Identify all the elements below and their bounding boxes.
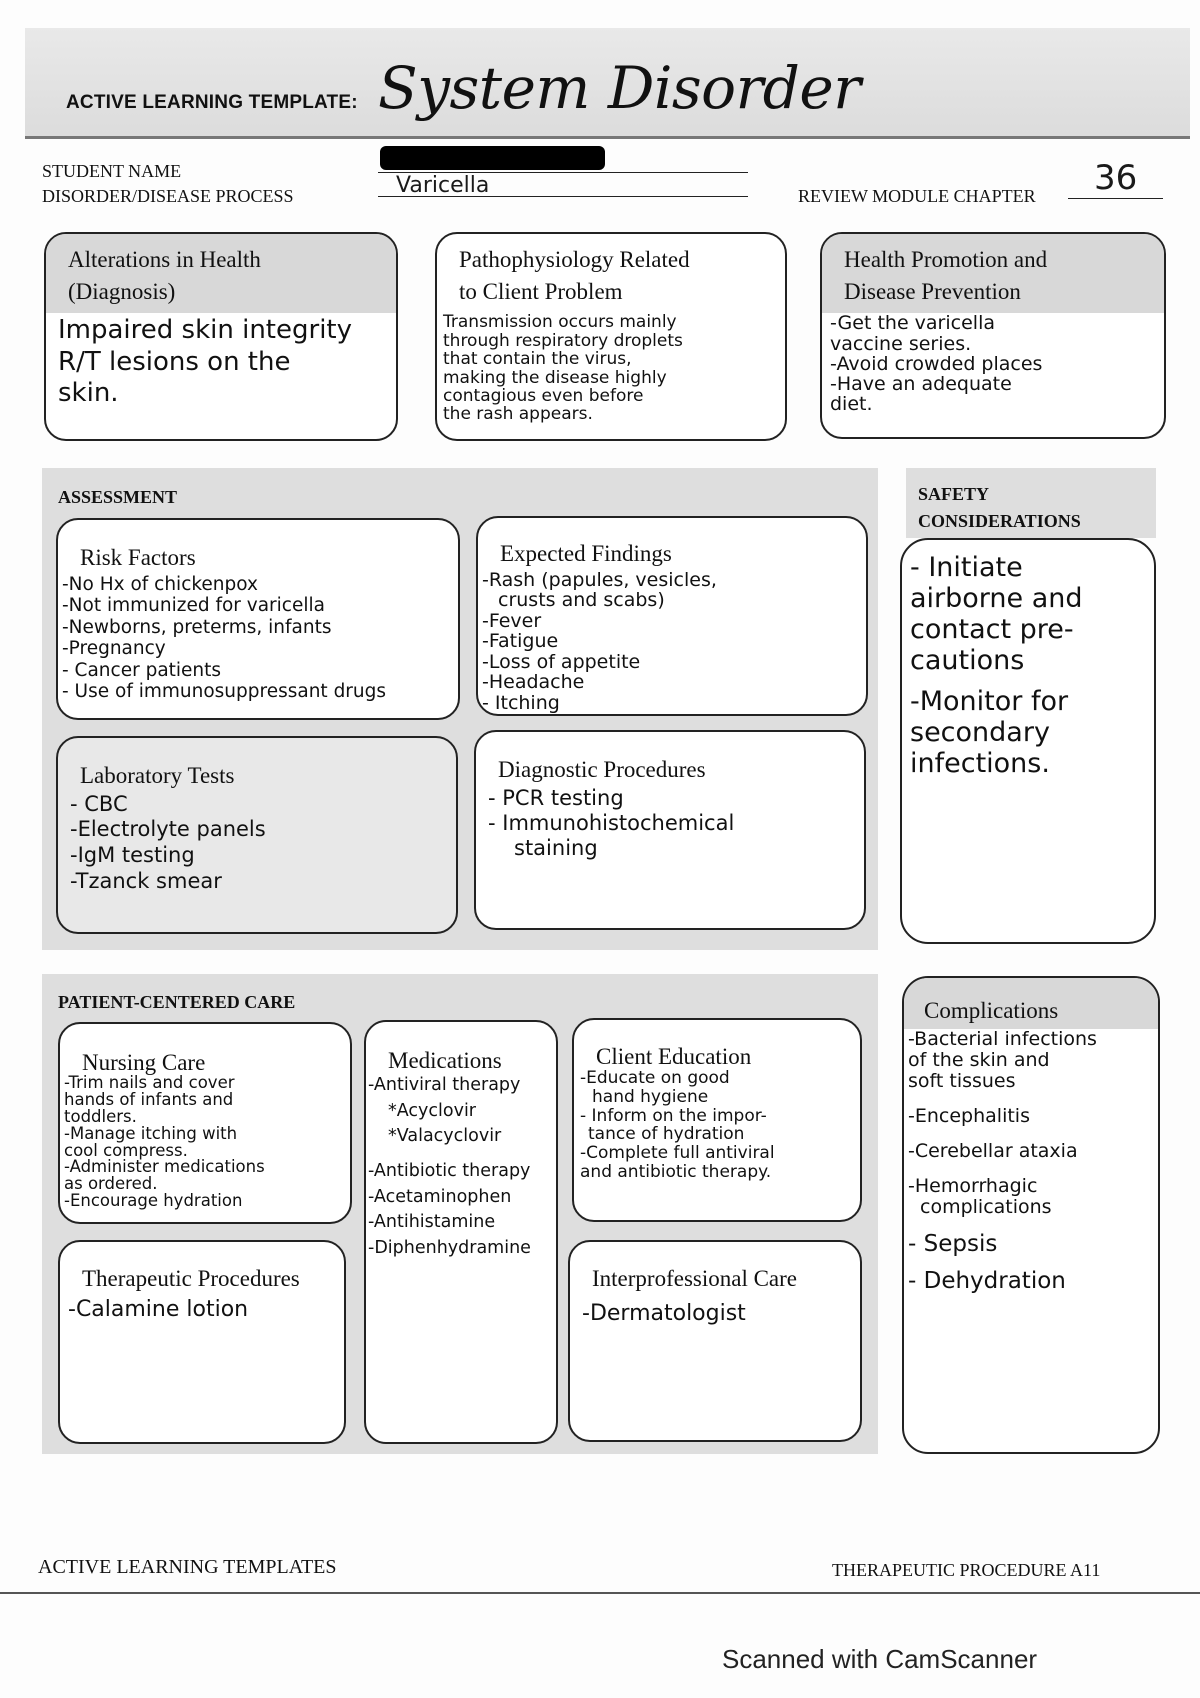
- interprofessional-care-item: -Dermatologist: [582, 1301, 746, 1327]
- health-promotion-header: [822, 234, 1164, 313]
- diagnostic-procedures-content: [476, 786, 864, 866]
- pathophysiology-content: [437, 313, 785, 427]
- medications-box: [364, 1020, 558, 1444]
- safety-item: cautions: [910, 645, 1025, 677]
- interprofessional-care-box: [568, 1240, 862, 1442]
- nursing-care-box: [58, 1022, 352, 1224]
- health-promotion-line: -Avoid crowded places: [830, 352, 1043, 375]
- lab-test-item: -Tzanck smear: [70, 868, 222, 893]
- pathophysiology-line: the rash appears.: [443, 404, 593, 425]
- lab-test-item: -Electrolyte panels: [70, 817, 266, 842]
- complications-content: [904, 1029, 1158, 1298]
- client-education-item: hand hygiene: [592, 1086, 709, 1107]
- client-education-content: [574, 1069, 860, 1185]
- complication-item: - Sepsis: [908, 1230, 998, 1257]
- medication-item: *Valacyclovir: [388, 1126, 502, 1147]
- complication-item: complications: [920, 1195, 1052, 1218]
- expected-finding-item: - Itching: [482, 691, 560, 714]
- client-education-box: [572, 1018, 862, 1222]
- risk-factors-content: [58, 574, 458, 707]
- pathophysiology-title-1: Pathophysiology Related: [459, 247, 690, 272]
- alterations-line: R/T lesions on the: [58, 346, 291, 377]
- risk-factor-item: -No Hx of chickenpox: [62, 573, 258, 595]
- footer-right: THERAPEUTIC PROCEDURE A11: [832, 1560, 1101, 1580]
- client-education-item: and antibiotic therapy.: [580, 1161, 772, 1182]
- therapeutic-procedures-title: Therapeutic Procedures: [82, 1266, 300, 1291]
- alterations-content: [46, 313, 396, 413]
- risk-factor-item: - Cancer patients: [62, 659, 222, 681]
- complication-item: -Hemorrhagic: [908, 1174, 1038, 1197]
- complication-item: -Encephalitis: [908, 1104, 1030, 1127]
- complication-item: -Cerebellar ataxia: [908, 1139, 1078, 1162]
- client-education-item: - Inform on the impor-: [580, 1105, 767, 1126]
- nursing-care-title: Nursing Care: [82, 1050, 206, 1075]
- alterations-title-2: (Diagnosis): [68, 278, 176, 304]
- chapter-line: [1068, 198, 1163, 199]
- medication-item: -Antiviral therapy: [368, 1075, 521, 1096]
- therapeutic-procedure-item: -Calamine lotion: [68, 1297, 249, 1323]
- nursing-care-item: -Administer medications: [64, 1157, 265, 1177]
- expected-finding-item: -Fever: [482, 609, 542, 632]
- health-promotion-line: -Have an adequate: [830, 372, 1012, 395]
- redacted-name-mark: [380, 146, 605, 170]
- nursing-care-item: -Manage itching with: [64, 1123, 238, 1143]
- lab-test-item: - CBC: [70, 791, 128, 816]
- interprofessional-care-title: Interprofessional Care: [592, 1266, 798, 1291]
- nursing-care-item: toddlers.: [64, 1106, 137, 1126]
- diagnostic-procedures-box: [474, 730, 866, 930]
- safety-item: -Monitor for: [910, 686, 1069, 718]
- complications-title: Complications: [904, 978, 1158, 1029]
- template-label: ACTIVE LEARNING TEMPLATE:: [66, 92, 358, 113]
- complication-item: of the skin and: [908, 1049, 1050, 1072]
- assessment-label: ASSESSMENT: [58, 487, 178, 507]
- client-education-item: -Educate on good: [580, 1068, 730, 1089]
- patient-care-label: PATIENT-CENTERED CARE: [58, 992, 296, 1012]
- nursing-care-item: as ordered.: [64, 1174, 158, 1194]
- pathophysiology-line: that contain the virus,: [443, 349, 632, 370]
- complications-box: [902, 976, 1160, 1454]
- medication-item: -Antibiotic therapy: [368, 1161, 531, 1182]
- disorder-value[interactable]: Varicella: [396, 173, 490, 198]
- safety-label-line2: CONSIDERATIONS: [918, 511, 1081, 531]
- risk-factor-item: -Newborns, preterms, infants: [62, 616, 332, 638]
- laboratory-tests-box: [56, 736, 458, 934]
- pathophysiology-header: [437, 234, 785, 313]
- nursing-care-content: [60, 1075, 350, 1214]
- client-education-title: Client Education: [596, 1044, 752, 1069]
- risk-factors-box: [56, 518, 460, 720]
- page-title: System Disorder: [378, 54, 861, 122]
- safety-item: airborne and: [910, 583, 1083, 615]
- disorder-label: DISORDER/DISEASE PROCESS: [42, 186, 294, 206]
- expected-finding-item: -Headache: [482, 671, 585, 694]
- student-name-label: STUDENT NAME: [42, 161, 182, 181]
- safety-considerations-box: [900, 538, 1156, 944]
- alterations-title-1: Alterations in Health: [68, 247, 261, 272]
- medications-title: Medications: [388, 1048, 502, 1073]
- nursing-care-item: -Trim nails and cover: [64, 1073, 235, 1093]
- pathophysiology-line: through respiratory droplets: [443, 330, 683, 351]
- laboratory-tests-title: Laboratory Tests: [80, 763, 235, 788]
- safety-item: infections.: [910, 748, 1050, 780]
- health-promotion-title-1: Health Promotion and: [844, 247, 1048, 272]
- pathophysiology-line: making the disease highly: [443, 367, 667, 388]
- expected-finding-item: -Loss of appetite: [482, 650, 641, 673]
- expected-findings-content: [478, 570, 866, 716]
- medication-item: -Antihistamine: [368, 1212, 496, 1233]
- chapter-label: REVIEW MODULE CHAPTER: [798, 186, 1036, 206]
- footer-left: ACTIVE LEARNING TEMPLATES: [38, 1556, 337, 1578]
- safety-item: contact pre-: [910, 614, 1074, 646]
- therapeutic-procedures-box: [58, 1240, 346, 1444]
- nursing-care-item: hands of infants and: [64, 1090, 234, 1110]
- complication-item: soft tissues: [908, 1070, 1016, 1093]
- medications-content: [366, 1073, 556, 1265]
- alterations-in-health-box: [44, 232, 398, 441]
- nursing-care-item: cool compress.: [64, 1140, 188, 1160]
- safety-item: - Initiate: [910, 552, 1023, 583]
- expected-findings-title: Expected Findings: [500, 541, 672, 566]
- medication-item: -Diphenhydramine: [368, 1237, 531, 1258]
- client-education-item: tance of hydration: [588, 1124, 745, 1145]
- safety-label: [918, 481, 1081, 535]
- therapeutic-procedures-content: [60, 1297, 344, 1327]
- interprofessional-care-content: [570, 1301, 860, 1331]
- safety-content: [902, 540, 1154, 779]
- nursing-care-item: -Encourage hydration: [64, 1191, 243, 1211]
- expected-findings-box: [476, 516, 868, 716]
- complication-item: -Bacterial infections: [908, 1028, 1097, 1051]
- medication-item: *Acyclovir: [388, 1100, 476, 1121]
- diagnostic-procedures-title: Diagnostic Procedures: [498, 757, 706, 782]
- health-promotion-line: diet.: [830, 392, 873, 415]
- safety-item: secondary: [910, 717, 1050, 749]
- footer-rule: [0, 1592, 1200, 1594]
- alterations-header: [46, 234, 396, 313]
- expected-finding-item: crusts and scabs): [498, 589, 665, 612]
- complication-item: - Dehydration: [908, 1267, 1066, 1294]
- client-education-item: -Complete full antiviral: [580, 1143, 775, 1164]
- risk-factors-title: Risk Factors: [80, 545, 196, 570]
- pathophysiology-line: contagious even before: [443, 385, 644, 406]
- health-promotion-box: [820, 232, 1166, 439]
- diagnostic-item: - Immunohistochemical: [488, 810, 735, 835]
- expected-finding-item: -Rash (papules, vesicles,: [482, 568, 717, 591]
- health-promotion-title-2: Disease Prevention: [844, 278, 1021, 304]
- chapter-value[interactable]: 36: [1094, 158, 1138, 198]
- scanner-watermark: Scanned with CamScanner: [722, 1644, 1038, 1674]
- health-promotion-line: vaccine series.: [830, 332, 972, 355]
- alterations-line: skin.: [58, 377, 119, 408]
- risk-factor-item: - Use of immunosuppressant drugs: [62, 681, 387, 702]
- alterations-line: Impaired skin integrity: [58, 315, 352, 346]
- risk-factor-item: -Pregnancy: [62, 638, 166, 660]
- diagnostic-item: - PCR testing: [488, 785, 624, 810]
- health-promotion-line: -Get the varicella: [830, 312, 995, 335]
- pathophysiology-box: [435, 232, 787, 441]
- safety-label-line1: SAFETY: [918, 484, 990, 504]
- diagnostic-item: staining: [514, 836, 598, 861]
- laboratory-tests-content: [58, 792, 456, 898]
- lab-test-item: -IgM testing: [70, 842, 195, 867]
- expected-finding-item: -Fatigue: [482, 630, 559, 653]
- pathophysiology-line: Transmission occurs mainly: [443, 312, 677, 333]
- risk-factor-item: -Not immunized for varicella: [62, 595, 325, 617]
- pathophysiology-title-2: to Client Problem: [459, 278, 623, 304]
- health-promotion-content: [822, 313, 1164, 418]
- medication-item: -Acetaminophen: [368, 1186, 512, 1207]
